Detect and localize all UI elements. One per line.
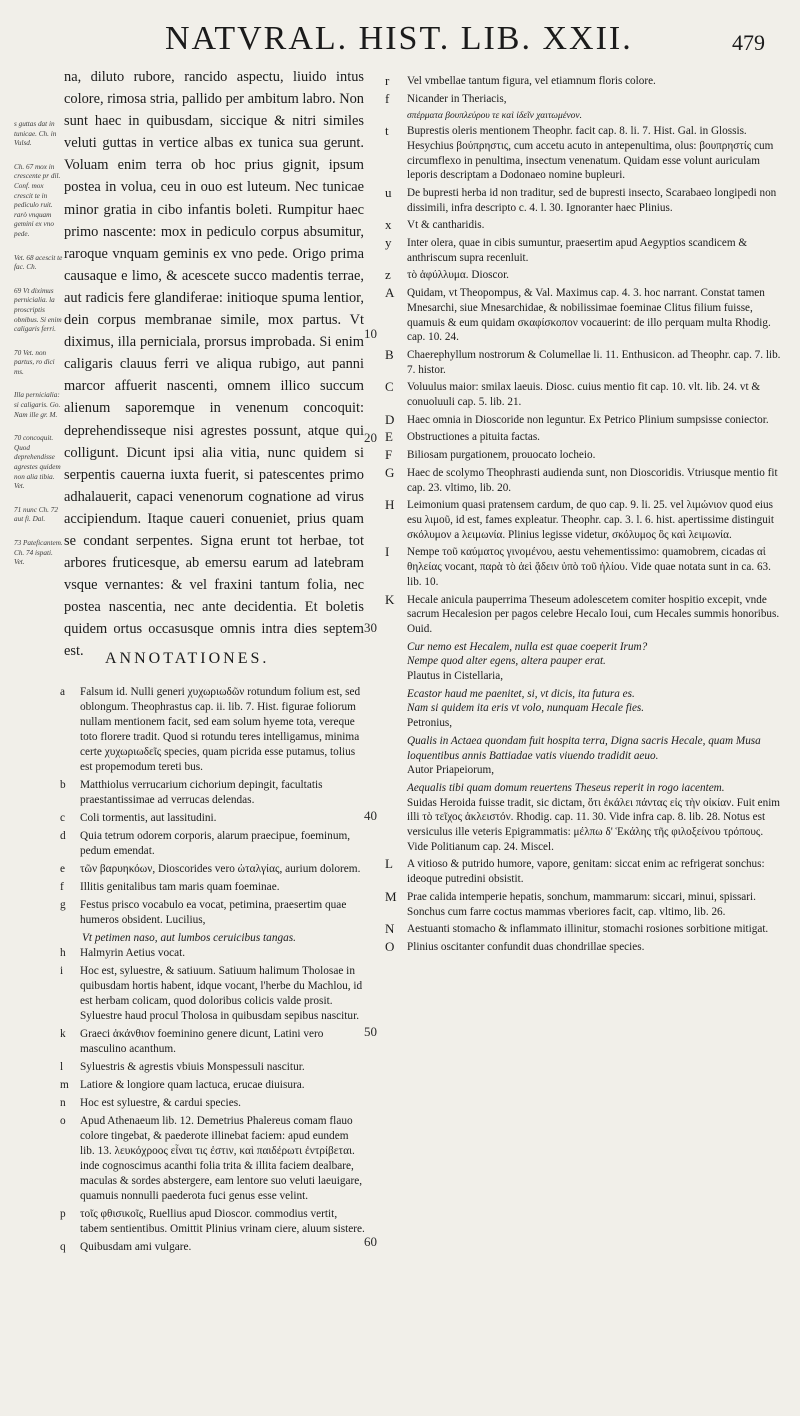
annotation-text: Voluulus maior: smilax laeuis. Diosc. cuius mentio fit cap. 10. vlt. lib. 24. vt & conuoluuli cap. 5. lib. 21. <box>407 381 761 409</box>
annotation-continuation: Suidas Heroida fuisse tradit, sic dictam, ὅτι ἐκάλει πάντας εἰς τὴν οἰκίαν. Fuit enim illi τὸ τεῖχος ἀκλειστόν. Rhodig. cap. 11. 30. Vide infra cap. 8. lib. 28. Notus est versiculus ille veteris Epigrammatis: μέλπω δ' Ἑκάλης τῆς φιλοξείνου τρόπους. Vide Politianum cap. 24. Miscel. <box>407 796 781 853</box>
annotation-entry <box>385 430 785 445</box>
annotation-entry <box>60 811 365 826</box>
marginal-note: 69 Vt diximus pernicialia. la proscriptis obnibus. Si enim caligaris ferri. <box>14 286 62 334</box>
annotation-text: Inter olera, quae in cibis sumuntur, praesertim apud Aegyptios scandicem & anthriscum supra recenluit. <box>407 237 748 264</box>
annotation-key: t <box>385 123 389 139</box>
annotation-text: Hecale anicula pauperrima Theseum adolescetem comiter hospitio excepit, vnde sacrum Hecalesion per pagos celebre Hecalo Ioui, cum Hecales summis honoribus. Ouid. <box>407 593 780 635</box>
annotation-text: Nempe τοῦ καύματος γινομένου, aestu vehementissimo: quamobrem, cicadas αἱ θηλείας vocant, παρὰ τὸ ἀεὶ ᾄδειν ὑπὸ τοῦ ἡλίου. Vide quae notata sunt in ca. 63. lib. 10. <box>407 546 771 588</box>
annotation-text: A vitioso & putrido humore, vapore, genitam: siccat enim ac refrigerat sonchus: ideoque putredini obsistit. <box>407 858 765 886</box>
annotation-key: G <box>385 464 395 480</box>
marginal-note: 71 nunc Ch. 72 aut fi. Dal. <box>14 505 58 524</box>
main-paragraph: na, diluto rubore, rancido aspectu, liuido intus colore, rimosa stria, pallido per ambitum labro. Non sunt haec in quibusdam, siccique & nitri similes veluti guttas in vertice albas ex tunica sua gerunt. Voluam enim terra ob hoc prius gignit, ipsum postea in volua, ceu in ouo est luteum. Nec tunicae minor gratia in cibo infantis boleti. Rumpitur haec primo nascente: mox in pediculo corpus absumitur, raroque vnquam geminis ex vno pede. Origo prima causaque e limo, & acescete succo madentis terrae, aut radicis fere glandiferae: initioque spuma lentior, dein corpus membranae simile, mox partus. Vt diximus, illa perniciala, prorsus improbada. Si enim caligaris clauus ferri ve aliqua rubigo, aut panni marcor affuerit nascenti, omnem illico succum alienum saporemque in venenum concoquit: deprehendisseque nisi agrestes possunt, atque qui colligunt. Dicunt ipsi alia vitia, nunc quidem si serpentis cauerna iuxta fuerit, si patescentes primo adhalauerit, capaci venenorum cognatione ad virus accipiendum. Itaque caueri conueniet, prius quam se condant serpentes. Signa erunt tot herbae, tot arbores fruticesque, ab emersu earum ad latebram vsque vernantes: & vel fraxini tantum folia, nec postea nascentia, nec ante decidentia. Et boletis quidem ortus occasusque omnis intra dies septem est. <box>64 69 364 660</box>
annotation-continuation: Plautus in Cistellaria, <box>407 670 504 683</box>
marginal-notes <box>14 120 64 582</box>
annotation-key: c <box>60 812 66 824</box>
annotation-entry <box>385 286 785 345</box>
annotation-entry <box>385 74 785 89</box>
annotation-key: l <box>60 1061 64 1073</box>
running-title: NATVRAL. HIST. LIB. XXII. <box>165 20 633 57</box>
annotation-key: r <box>385 73 390 88</box>
annotation-text: Quia tetrum odorem corporis, alarum praecipue, foeminum, pedum emendat. <box>80 830 351 857</box>
annotation-key: m <box>60 1079 69 1091</box>
annotation-entry <box>385 413 785 428</box>
annotation-entry <box>385 890 785 919</box>
annotation-text: τῶν βαρυηκόων, Dioscorides vero ὠταλγίας, aurium dolorem. <box>80 863 361 875</box>
marginal-note: Vet. 68 acescit te fac. Ch. <box>14 253 63 272</box>
annotation-text: τοῖς φθισικοῖς, Ruellius apud Dioscor. commodius vertit, tabem sentientibus. Omittit Plinius vrinam ciere, aluum sistere. <box>80 1208 365 1235</box>
page-number: 479 <box>732 30 765 55</box>
annotation-entry <box>60 880 365 895</box>
annotation-entry <box>385 940 785 955</box>
annotation-text: Hoc est, syluestre, & satiuum. Satiuum halimum Tholosae in quibusdam hortis habent, idque vocant, l'herbe du Machlou, id est herbam colicam, quod doloribus colicis valde prosit. Syluestre haud procul Tholosa in quibusdam sepibus nascitur. <box>80 965 363 1022</box>
annotation-text: Halmyrin Aetius vocat. <box>80 947 186 959</box>
annotation-entry <box>60 778 365 808</box>
annotation-verse: Nam si quidem ita eris vt volo, nunquam Hecale fies. <box>407 702 645 715</box>
main-text-column <box>64 66 364 663</box>
annotation-entry <box>385 348 785 377</box>
marginal-note: 70 Vet. non partus, ro dici ms. <box>14 348 55 376</box>
annotation-entry <box>385 545 785 589</box>
annotation-key: C <box>385 379 394 395</box>
annotation-text: Falsum id. Nulli generi χυχωριωδῶν rotundum folium est, sed oblongum. Theophrastus cap. ii. lib. 7. Hist. figurae foliorum nullam mentionem facit, sed eam solum hyeme tota, vereque toto florere tradit. Quod si rotundu teres intelligamus, minima certe χυχωριωδεῖς species, quam picrida esse putamus, tolius est propemodum tereti bus. <box>80 686 361 773</box>
annotation-key: O <box>385 938 395 954</box>
annotation-text: Vel vmbellae tantum figura, vel etiamnum floris colore. <box>407 75 656 87</box>
annotation-key: y <box>385 235 392 251</box>
annotation-text: Apud Athenaeum lib. 12. Demetrius Phalereus comam flauo colore tingebat, & paederote illinebat faciem: apud eundem lib. 13. λευκόχροος εἶναι τις ἐστιν, καὶ παιδέρωτι ἐντρίβεται. inde cognoscimus acanthi folia trita & illita faciem dealbare, maculas & sordes abstergere, eam lentore suo veluti laeuigare, quamuis nonnulli paederota fuci genus esse velint. <box>80 1115 363 1202</box>
annotation-text: Quidam, vt Theopompus, & Val. Maximus cap. 4. 3. hoc narrant. Constat tamen Mnesarchi, siue Mnesarchidae, & nobilissimae foeminae Clitus filium fuisse, quamuis & eum quidam σκαφίσκοπον vocauerint: de illo perquam multa Rhodig. cap. 10. 24. <box>407 287 771 344</box>
annotation-text: τὸ ἀφύλλυμα. Dioscor. <box>407 269 509 282</box>
annotation-key: h <box>60 947 66 959</box>
annotations-heading: ANNOTATIONES. <box>105 650 270 667</box>
annotation-text: Buprestis oleris mentionem Theophr. facit cap. 8. li. 7. Hist. Gal. in Glossis. Hesychius βούπρηστις, cum accetu acuto in antepenultima, olus: βουπρηστίς cum circumflexo in penultima, insectum venenatum. Quidam esse volunt auriculam leporis descriptam a Dodonaeo nomine bupleuri. <box>407 125 774 182</box>
annotation-text: Coli tormentis, aut lassitudini. <box>80 812 217 824</box>
annotation-verse: Qualis in Actaea quondam fuit hospita terra, Digna sacris Hecale, quam Musa loquentibus annis Battiadae vatis viuendo tradidit aeuo. <box>407 734 761 762</box>
line-number: 30 <box>364 620 377 635</box>
annotation-text: De bupresti herba id non traditur, sed de bupresti insecto, Scarabaeo longipedi non dissimili, infra descripto c. 4. l. 30. Ignoranter haec Plinius. <box>407 186 777 214</box>
annotation-text: Vt & cantharidis. <box>407 219 485 232</box>
annotation-entry <box>60 1060 365 1075</box>
annotation-key: a <box>60 686 66 698</box>
annotation-text: Latiore & longiore quam lactuca, erucae diuisura. <box>80 1079 305 1091</box>
annotation-entry <box>385 857 785 886</box>
annotation-key: f <box>60 881 64 893</box>
annotation-text: Festus prisco vocabulo ea vocat, petimina, praesertim quae humeros obsident. Lucilius, <box>80 899 347 926</box>
annotation-entry <box>385 593 785 637</box>
annotation-entry <box>385 380 785 409</box>
annotation-key: u <box>385 184 392 200</box>
annotation-text: Illitis genitalibus tam maris quam foeminae. <box>80 881 280 893</box>
annotation-text: Plinius oscitanter confundit duas chondrillae species. <box>407 940 645 953</box>
annotation-key: I <box>385 544 390 560</box>
annotation-entry <box>60 1114 365 1204</box>
annotation-entry <box>60 898 365 928</box>
marginal-note: 73 Pateficantem. Ch. 74 ispati. Vet. <box>14 539 63 567</box>
annotation-text: Hoc est syluestre, & cardui species. <box>80 1097 241 1109</box>
annotation-key: D <box>385 411 395 427</box>
annotation-text: Nicander in Theriacis, <box>407 92 507 105</box>
page-header <box>165 18 765 62</box>
annotation-key: k <box>60 1028 66 1040</box>
annotation-text: Matthiolus verrucarium cichorium depingit, facultatis praestantissimae ad verrucas delendas. <box>80 779 323 806</box>
annotation-continuation: Autor Priapeiorum, <box>407 764 494 777</box>
annotation-entry <box>60 1027 365 1057</box>
line-number: 20 <box>364 430 377 445</box>
annotation-text: Biliosam purgationem, prouocato locheio. <box>407 449 596 462</box>
annotations-left-column <box>60 685 365 1258</box>
annotation-key: B <box>385 346 394 362</box>
annotation-key: E <box>385 429 393 445</box>
annotation-key: z <box>385 267 391 283</box>
annotation-key: f <box>385 90 390 106</box>
annotation-entry <box>60 1240 365 1255</box>
annotation-entry <box>60 1078 365 1093</box>
annotation-key: q <box>60 1241 66 1253</box>
annotation-entry <box>385 448 785 463</box>
annotation-key: n <box>60 1097 66 1109</box>
annotation-text: Obstructiones a pituita factas. <box>407 431 540 444</box>
annotation-key: M <box>385 888 397 904</box>
annotation-text: Syluestris & agrestis vbiuis Monspessuli nascitur. <box>80 1061 305 1073</box>
annotation-continuation: Petronius, <box>407 717 453 730</box>
line-number: 40 <box>364 808 377 823</box>
annotation-key: L <box>385 856 393 872</box>
annotation-entry <box>60 1207 365 1237</box>
annotation-entry <box>60 964 365 1024</box>
annotation-entry <box>385 124 785 183</box>
annotation-key: x <box>385 217 392 233</box>
annotation-verse: Aequalis tibi quam domum reuertens Theseus reperit in rogo iacentem. <box>407 781 725 794</box>
annotation-verse: Cur nemo est Hecalem, nulla est quae coeperit Irum? <box>407 640 648 653</box>
annotation-entry <box>385 922 785 937</box>
annotation-key: b <box>60 779 66 791</box>
annotation-text: Aestuanti stomacho & inflammato illinitur, stomachi rosiones sorbitione mitigat. <box>407 923 769 936</box>
annotation-entry <box>385 466 785 495</box>
annotations-right-column <box>385 74 785 958</box>
annotation-key: N <box>385 921 395 937</box>
marginal-note: 70 concoquit. Quod deprehendisse agrestes quidem non alia tibia. Vet. <box>14 434 61 491</box>
annotation-key: i <box>60 965 64 977</box>
annotation-entry <box>60 862 365 877</box>
line-number: 50 <box>364 1024 377 1039</box>
annotation-key: K <box>385 591 395 607</box>
annotation-entry <box>60 1096 365 1111</box>
annotation-entry <box>60 946 365 961</box>
annotation-entry <box>60 685 365 775</box>
annotation-text: Graeci ἀκάνθιον foeminino genere dicunt, Latini vero masculino acanthum. <box>80 1028 324 1055</box>
annotation-key: p <box>60 1208 66 1220</box>
annotation-key: e <box>60 863 66 875</box>
annotation-key: H <box>385 497 395 513</box>
annotation-text: Prae calida intemperie hepatis, sonchum, mammarum: siccari, minui, spissari. Sonchus cum farre coctus mammas vberiores facit, cap. vltimo, lib. 26. <box>407 890 756 918</box>
annotation-entry <box>60 829 365 859</box>
line-number: 10 <box>364 326 377 341</box>
annotation-text: Leimonium quasi pratensem cardum, de quo cap. 9. li. 25. vel λιμώνιον quod eius esu λιμοῦ, id est, fames expleatur. Theophr. cap. 3. l. 6. hist. apertissime distinguit σκόλυμον a λειμωνία. Plinius legisse videtur, σκόλυμος ὃς καὶ λειμωνία. <box>407 499 775 541</box>
annotation-verse: Vt petimen naso, aut lumbos ceruicibus tangas. <box>82 932 296 944</box>
annotation-entry <box>385 218 785 233</box>
annotation-entry <box>385 236 785 265</box>
annotation-text: Haec de scolymo Theophrasti audienda sunt, non Dioscoridis. Vtriusque mentio fit cap. 23. vltimo, lib. 20. <box>407 466 778 494</box>
line-number: 60 <box>364 1234 377 1249</box>
annotation-key: F <box>385 447 393 463</box>
annotation-entry <box>385 268 785 283</box>
annotation-entry <box>385 498 785 542</box>
annotation-key: A <box>385 285 395 301</box>
annotation-key: g <box>60 899 66 911</box>
marginal-note: Illa pernicialia: si caligaris. Go. Nam ille gr. M. <box>14 391 61 419</box>
annotation-text: Quibusdam ami vulgare. <box>80 1241 192 1253</box>
annotation-entry <box>385 186 785 215</box>
annotation-text: Chaerephyllum nostrorum & Columellae li. 11. Enthusicon. ad Theophr. cap. 7. lib. 7. histor. <box>407 348 781 376</box>
annotation-entry <box>385 92 785 107</box>
annotation-key: d <box>60 830 66 842</box>
annotation-text: Haec omnia in Dioscoride non leguntur. Ex Petrico Plinium sumpsisse coniector. <box>407 413 769 426</box>
marginal-note: s guttas dat in tunicae. Ch. in Vulsd. <box>14 120 57 148</box>
annotation-key: o <box>60 1115 66 1127</box>
annotation-greek-quote: σπέρματα βουπλεύρου τε καὶ ἰδεῖν χαιτωμένον. <box>407 111 583 122</box>
annotation-verse: Ecastor haud me paenitet, si, vt dicis, ita futura es. <box>407 687 635 700</box>
annotation-verse: Nempe quod alter egens, altera pauper erat. <box>407 655 606 668</box>
marginal-note: Ch. 67 mox in crescente pr dil. Conf. mox crescit te in pediculo ruit. rarò vnquam gemini ex vno pede. <box>14 162 61 238</box>
